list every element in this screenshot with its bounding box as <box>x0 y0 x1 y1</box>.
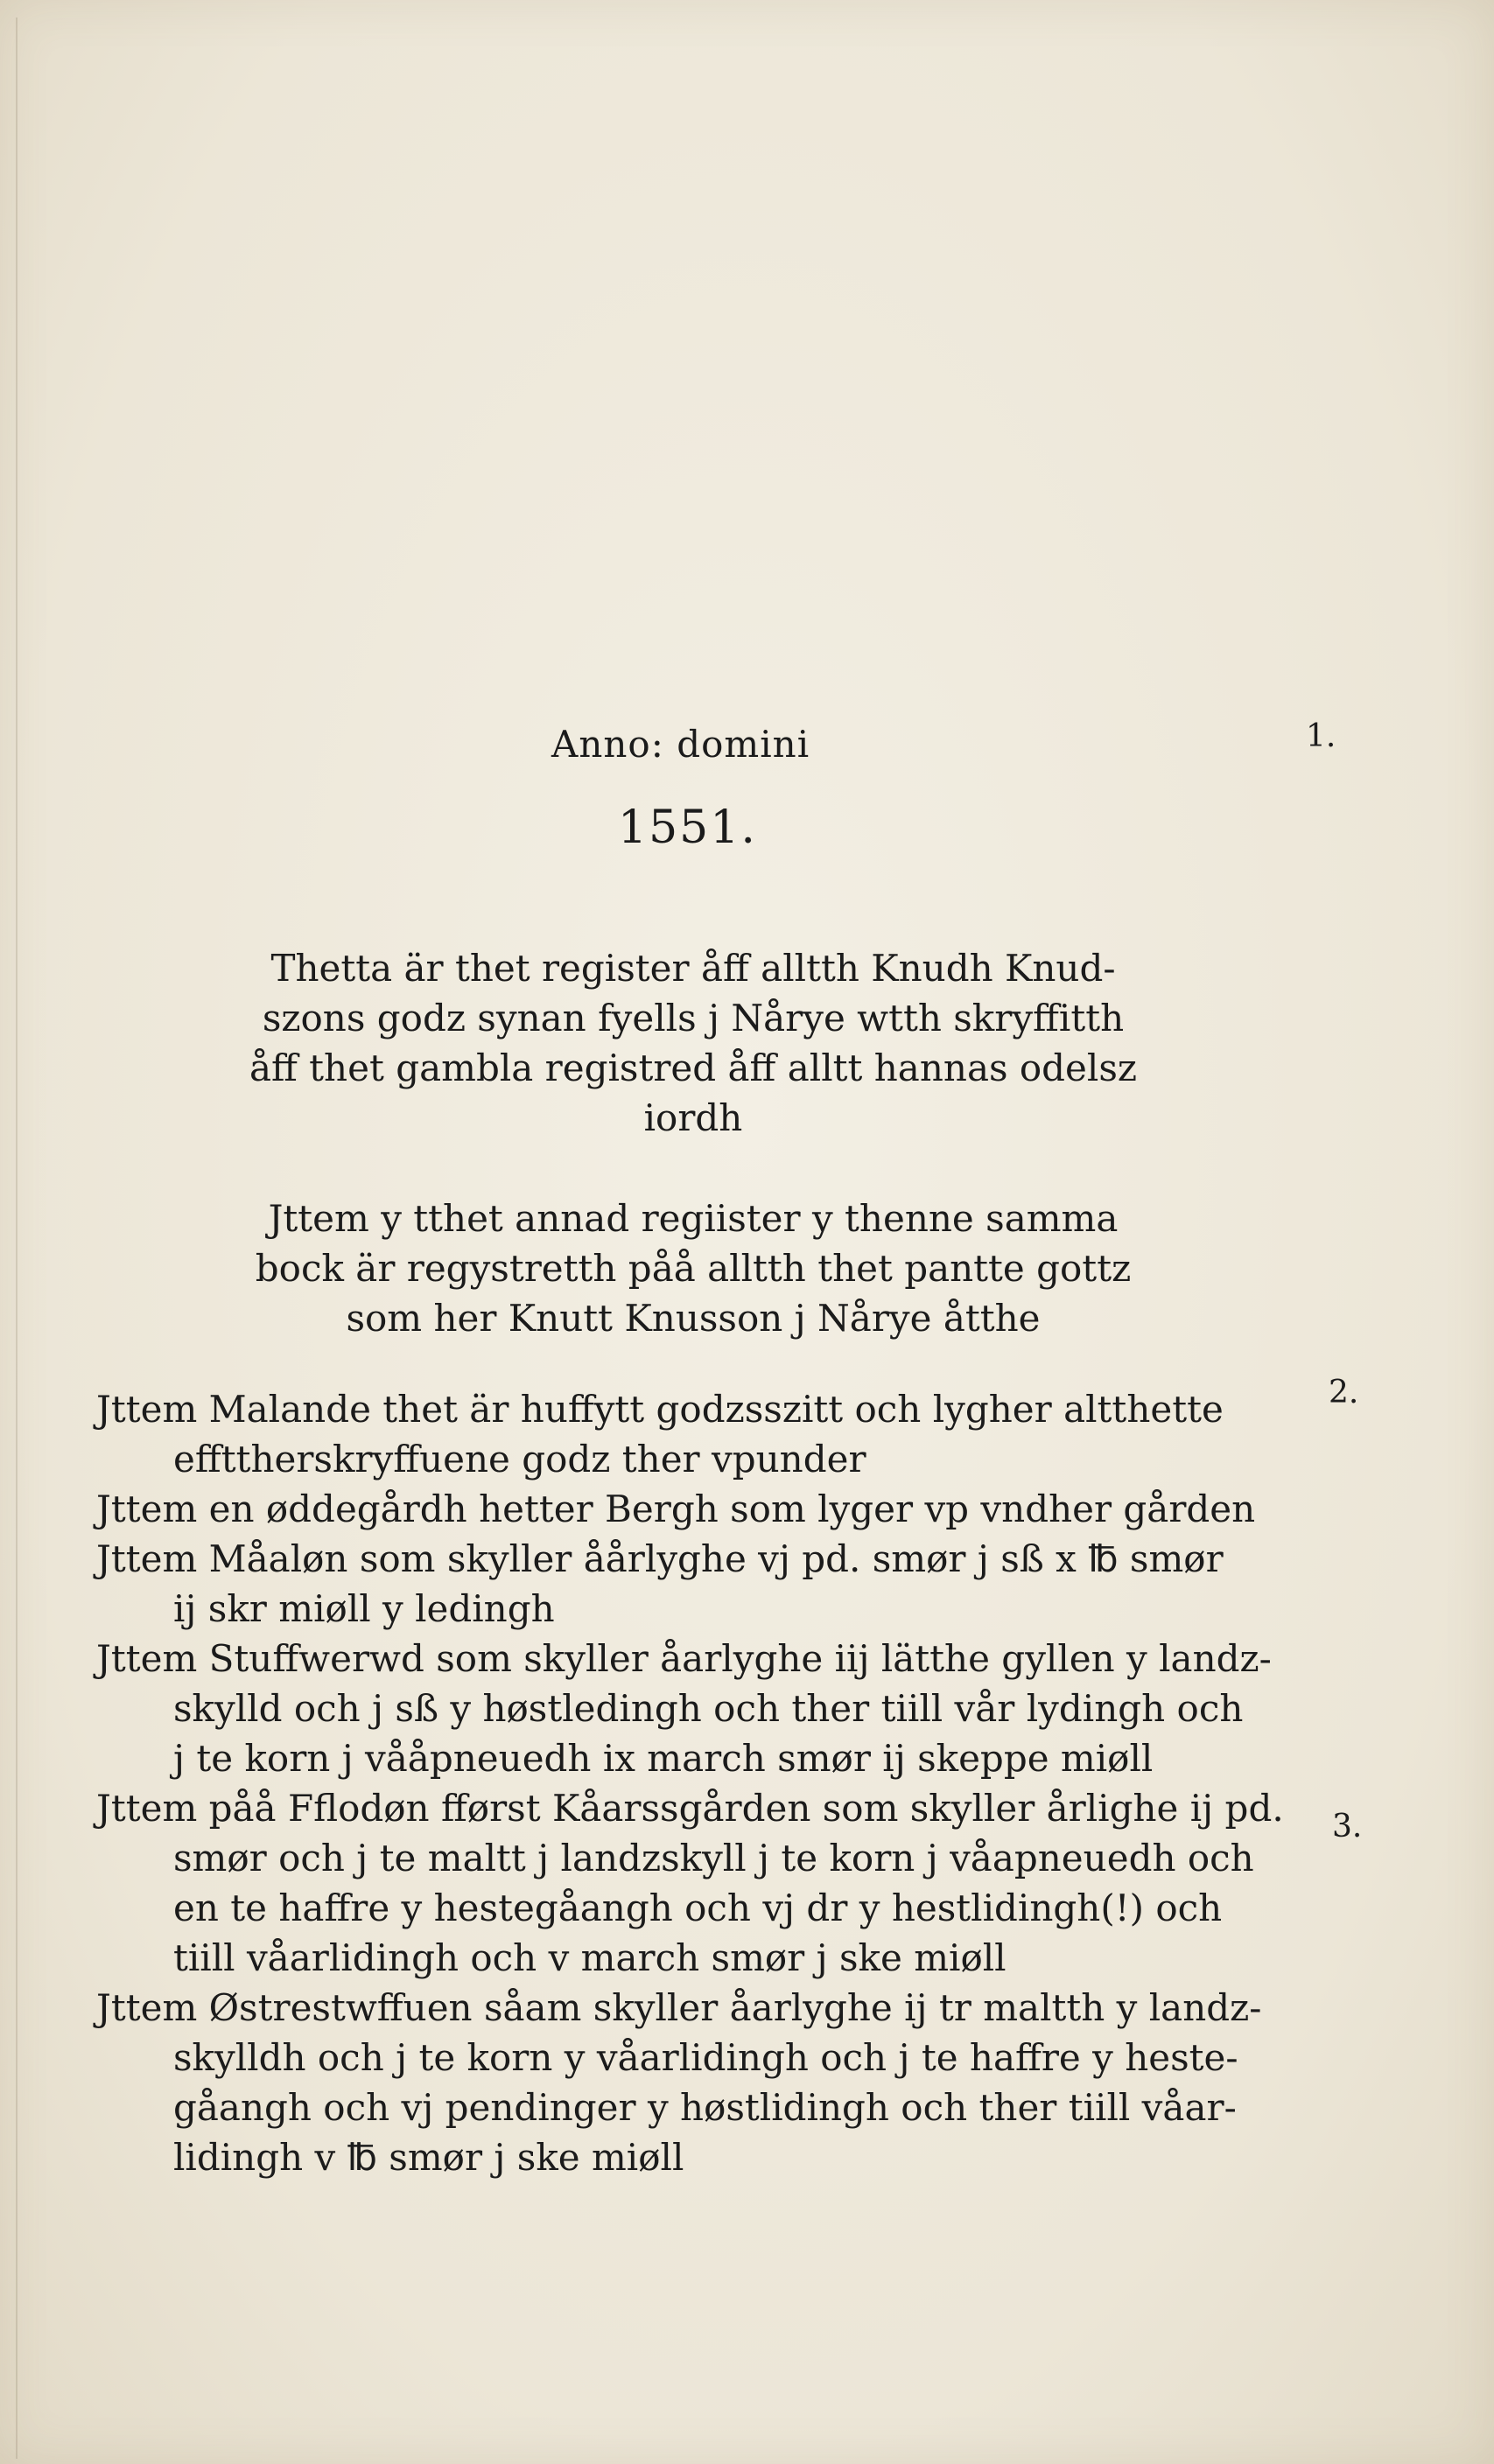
page-title: Anno: domini <box>551 723 810 766</box>
entry-line: lidingh v ℔ smør j ske miøll <box>173 2136 684 2179</box>
intro-line: Thetta är thet register åff alltth Knudh Knud- <box>270 947 1116 990</box>
entry-line: skylldh och j te korn y våarlidingh och j te haffre y heste- <box>173 2036 1238 2079</box>
intro-line: bock är regystretth påå alltth thet pantte gottz <box>255 1247 1132 1290</box>
entry-line: Jttem påå Fflodøn fførst Kåarssgården som skyller årlighe ij pd. <box>96 1787 1284 1830</box>
register-entry <box>96 1634 1322 1783</box>
intro-line: iordh <box>643 1096 743 1139</box>
entry-line: tiill våarlidingh och v march smør j ske miøll <box>173 1936 1007 1979</box>
intro-line: åff thet gambla registred åff alltt hannas odelsz <box>249 1046 1138 1089</box>
entry-line: Jttem Malande thet är huffytt godzsszitt och lygher altthette <box>96 1388 1224 1431</box>
intro-line: som her Knutt Knusson j Nårye åtthe <box>346 1297 1041 1340</box>
register-entry <box>96 1534 1322 1634</box>
register-entries <box>96 1384 1322 2182</box>
margin-number-2: 2. <box>1329 1375 1359 1410</box>
margin-number-3: 3. <box>1332 1809 1363 1844</box>
entry-line: Jttem Måaløn som skyller åårlyghe vj pd. smør j sß x ℔ smør <box>96 1537 1224 1580</box>
intro-line: szons godz synan fyells j Nårye wtth skryffitth <box>262 997 1125 1040</box>
entry-line: smør och j te maltt j landzskyll j te korn j våapneuedh och <box>173 1837 1254 1880</box>
margin-number-1: 1. <box>1306 718 1336 754</box>
register-entry <box>96 1983 1322 2182</box>
entry-line: skylld och j sß y høstledingh och ther tiill vår lydingh och <box>173 1687 1244 1730</box>
intro-line: Jttem y tthet annad regiister y thenne samma <box>268 1197 1119 1240</box>
entry-line: gåangh och vj pendinger y høstlidingh och ther tiill våar- <box>173 2086 1237 2129</box>
page-edge-shadow <box>16 18 18 2459</box>
entry-line: en te haffre y hestegåangh och vj dr y hestlidingh(!) och <box>173 1886 1223 1929</box>
register-entry <box>96 1783 1322 1983</box>
register-entry <box>96 1384 1322 1484</box>
entry-line: ij skr miøll y ledingh <box>173 1587 555 1630</box>
entry-line: effttherskryffuene godz ther vpunder <box>173 1438 866 1480</box>
entry-line: Jttem Østrestwffuen såam skyller åarlyghe ij tr maltth y landz- <box>96 1986 1262 2029</box>
register-entry <box>96 1484 1322 1534</box>
entry-line: j te korn j vååpneuedh ix march smør ij skeppe miøll <box>173 1737 1154 1780</box>
intro-register-paragraph <box>229 943 1157 1143</box>
year-heading: 1551. <box>618 802 757 854</box>
entry-line: Jttem en øddegårdh hetter Bergh som lyger vp vndher gården <box>96 1488 1256 1530</box>
second-register-paragraph <box>229 1194 1157 1343</box>
entry-line: Jttem Stuffwerwd som skyller åarlyghe iij lätthe gyllen y landz- <box>96 1637 1272 1680</box>
